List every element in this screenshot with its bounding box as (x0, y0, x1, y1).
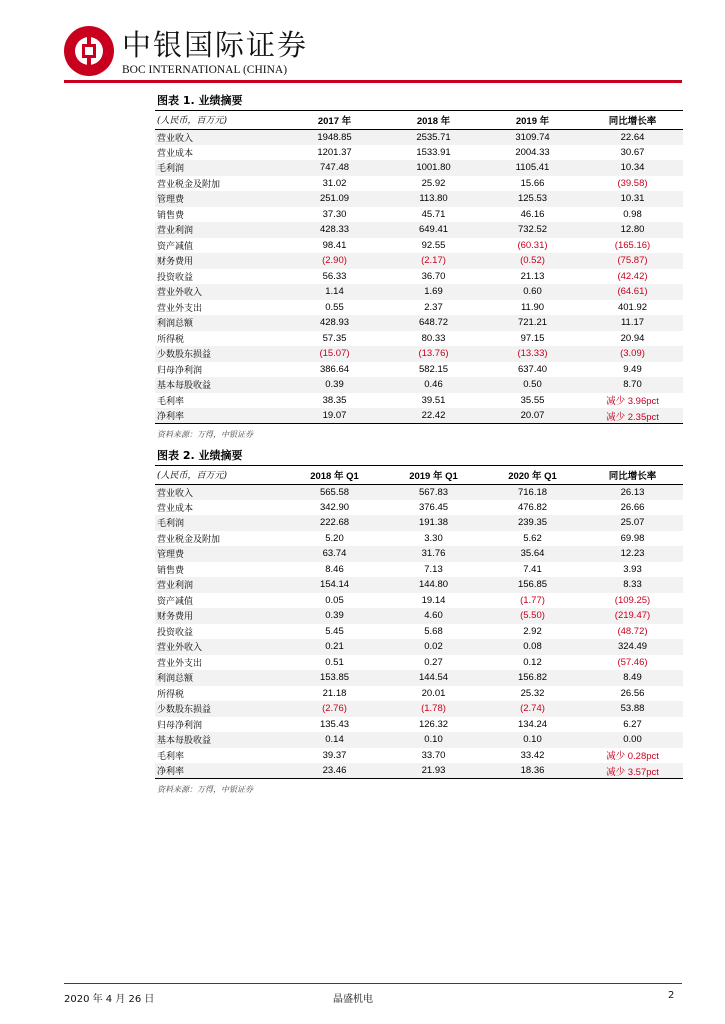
table-cell: (2.74) (483, 701, 582, 717)
table-row (155, 624, 683, 640)
row-label: 归母净利润 (157, 720, 203, 731)
table-cell: 35.64 (483, 546, 582, 562)
table-cell: 10.34 (582, 160, 683, 176)
table-row (155, 531, 683, 547)
row-label: 净利率 (155, 763, 285, 779)
table-cell: 减少 2.35pct (582, 408, 683, 424)
table-cell: 125.53 (483, 191, 582, 207)
row-label: 营业税金及附加 (157, 534, 221, 545)
table-cell: 135.43 (319, 718, 350, 730)
row-label: 营业收入 (155, 129, 285, 145)
table-cell: 342.90 (319, 501, 350, 513)
table-cell: 0.50 (483, 377, 582, 393)
figure-2 (155, 448, 683, 795)
summary-table (155, 111, 683, 424)
table-row (155, 176, 683, 192)
row-label: 营业成本 (157, 503, 194, 514)
row-label: 营业外收入 (155, 639, 285, 655)
row-label: 营业成本 (157, 148, 194, 159)
table-row (155, 160, 683, 176)
table-cell: 376.45 (418, 501, 449, 513)
table-cell: 1001.80 (384, 160, 483, 176)
table-cell: 156.85 (483, 577, 582, 593)
table-cell: 减少 3.57pct (582, 763, 683, 779)
table-cell: (57.46) (617, 656, 648, 668)
brand-name-cn: 中银国际证券 (122, 28, 309, 62)
table-cell: 0.39 (285, 608, 384, 624)
table-row (155, 129, 683, 145)
table-cell: 126.32 (418, 718, 449, 730)
table-cell: 21.13 (520, 270, 545, 282)
table-cell: 80.33 (421, 332, 446, 344)
column-header: 2018 年 Q1 (285, 466, 384, 484)
table-cell: (2.17) (384, 253, 483, 269)
column-header: 2018 年 (384, 111, 483, 129)
row-label: 基本每股收益 (155, 377, 285, 393)
table-cell: 38.35 (322, 394, 347, 406)
table-cell: 2004.33 (515, 146, 550, 158)
table-cell: 732.52 (483, 222, 582, 238)
table-row (155, 748, 683, 764)
table-cell: 0.98 (623, 208, 642, 220)
table-cell: 53.88 (582, 701, 683, 717)
table-cell: 12.23 (582, 546, 683, 562)
table-cell: 45.71 (421, 208, 446, 220)
table-cell: (219.47) (582, 608, 683, 624)
table-cell: 19.14 (421, 594, 446, 606)
table-cell: 57.35 (322, 332, 347, 344)
table-cell: 401.92 (617, 301, 648, 313)
table-cell: (109.25) (614, 594, 651, 606)
table-row (155, 577, 683, 593)
table-row (155, 732, 683, 748)
row-label: 投资收益 (157, 627, 194, 638)
table-cell: 0.60 (483, 284, 582, 300)
table-row (155, 593, 683, 609)
table-row (155, 284, 683, 300)
table-cell: 31.76 (384, 546, 483, 562)
table-row (155, 670, 683, 686)
table-cell: 18.36 (483, 763, 582, 779)
table-row (155, 253, 683, 269)
table-cell: (13.33) (483, 346, 582, 362)
table-cell: 9.49 (623, 363, 642, 375)
table-cell: 36.70 (421, 270, 446, 282)
table-row (155, 500, 683, 516)
table-cell: 1948.85 (285, 129, 384, 145)
row-label: 利润总额 (155, 670, 285, 686)
table-cell: 476.82 (517, 501, 548, 513)
table-cell: 26.66 (620, 501, 645, 513)
table-cell: 8.33 (582, 577, 683, 593)
table-row (155, 191, 683, 207)
table-cell: 0.02 (384, 639, 483, 655)
table-cell: 0.27 (424, 656, 443, 668)
table-cell: 7.41 (523, 563, 542, 575)
table-cell: 19.07 (285, 408, 384, 424)
row-label: 所得税 (157, 689, 185, 700)
table-row (155, 222, 683, 238)
table-cell: 0.00 (582, 732, 683, 748)
table-cell: 56.33 (322, 270, 347, 282)
source-note: 资料来源：万得，中银证券 (157, 785, 253, 794)
row-label: 所得税 (157, 334, 185, 345)
table-cell: 0.08 (483, 639, 582, 655)
column-header: 2020 年 Q1 (483, 466, 582, 484)
table-row (155, 300, 683, 316)
table-cell: 5.68 (424, 625, 443, 637)
table-cell: 582.15 (418, 363, 449, 375)
table-row (155, 717, 683, 733)
table-cell: 31.02 (322, 177, 347, 189)
row-label: 毛利率 (157, 396, 185, 407)
table-cell: 154.14 (285, 577, 384, 593)
table-cell: 1.14 (285, 284, 384, 300)
table-row (155, 701, 683, 717)
table-row (155, 315, 683, 331)
row-label: 营业税金及附加 (157, 179, 221, 190)
row-label: 管理费 (155, 546, 285, 562)
row-label: 销售费 (157, 565, 185, 576)
summary-table (155, 466, 683, 779)
table-cell: 26.13 (582, 484, 683, 500)
column-header: 同比增长率 (582, 466, 683, 484)
table-row (155, 408, 683, 424)
footer-company: 晶盛机电 (333, 994, 373, 1005)
table-cell: 386.64 (319, 363, 350, 375)
table-cell: 324.49 (582, 639, 683, 655)
table-cell: 15.66 (520, 177, 545, 189)
table-row (155, 377, 683, 393)
table-cell: (75.87) (582, 253, 683, 269)
row-label: 基本每股收益 (155, 732, 285, 748)
row-label: 营业外收入 (155, 284, 285, 300)
table-cell: 12.80 (582, 222, 683, 238)
table-cell: 0.10 (483, 732, 582, 748)
table-cell: 0.55 (325, 301, 344, 313)
table-cell: 567.83 (384, 484, 483, 500)
row-label: 利润总额 (155, 315, 285, 331)
table-cell: 37.30 (322, 208, 347, 220)
table-row (155, 331, 683, 347)
table-cell: 8.49 (582, 670, 683, 686)
table-cell: 3.30 (424, 532, 443, 544)
row-label: 投资收益 (157, 272, 194, 283)
row-label: 少数股东损益 (155, 346, 285, 362)
table-cell: 25.32 (520, 687, 545, 699)
table-cell: 11.17 (582, 315, 683, 331)
table-cell: 7.13 (424, 563, 443, 575)
table-cell: 239.35 (483, 515, 582, 531)
figure-1 (155, 93, 683, 440)
table-cell: (2.76) (285, 701, 384, 717)
table-cell: (60.31) (517, 239, 548, 251)
table-cell: 3.93 (623, 563, 642, 575)
row-label: 毛利润 (155, 160, 285, 176)
table-cell: 1.69 (384, 284, 483, 300)
table-cell: (165.16) (614, 239, 651, 251)
table-cell: 2535.71 (384, 129, 483, 145)
source-note: 资料来源：万得，中银证券 (157, 430, 253, 439)
table-row (155, 763, 683, 779)
table-cell: 2.37 (424, 301, 443, 313)
row-label: 营业利润 (155, 222, 285, 238)
table-row (155, 238, 683, 254)
table-cell: 30.67 (620, 146, 645, 158)
table-cell: 721.21 (483, 315, 582, 331)
table-cell: 减少 0.28pct (606, 751, 659, 763)
table-cell: (1.78) (384, 701, 483, 717)
table-cell: 716.18 (483, 484, 582, 500)
table-cell: 22.42 (384, 408, 483, 424)
table-cell: 10.31 (582, 191, 683, 207)
row-label: 资产减值 (157, 241, 194, 252)
table-cell: 98.41 (322, 239, 347, 251)
table-cell: 191.38 (384, 515, 483, 531)
header-row (155, 111, 683, 129)
row-label: 营业利润 (155, 577, 285, 593)
table-cell: 0.51 (325, 656, 344, 668)
table-cell: 减少 3.96pct (606, 396, 659, 408)
page-number: 2 (668, 990, 675, 1001)
unit-label: (人民币，百万元) (155, 111, 285, 129)
table-cell: (1.77) (520, 594, 545, 606)
row-label: 营业外支出 (157, 303, 203, 314)
table-cell: 747.48 (285, 160, 384, 176)
table-cell: 39.51 (421, 394, 446, 406)
table-row (155, 484, 683, 500)
table-row (155, 639, 683, 655)
row-label: 营业收入 (155, 484, 285, 500)
table-cell: 6.27 (623, 718, 642, 730)
header-row (155, 466, 683, 484)
table-row (155, 362, 683, 378)
table-cell: 0.39 (285, 377, 384, 393)
table-row (155, 346, 683, 362)
boc-logo (64, 26, 114, 76)
table-cell: 39.37 (322, 749, 347, 761)
table-cell: (0.52) (483, 253, 582, 269)
table-cell: 1533.91 (416, 146, 451, 158)
table-row (155, 207, 683, 223)
table-cell: 649.41 (384, 222, 483, 238)
row-label: 管理费 (155, 191, 285, 207)
table-cell: (42.42) (617, 270, 648, 282)
table-cell: 1105.41 (483, 160, 582, 176)
table-row (155, 686, 683, 702)
table-cell: (39.58) (617, 177, 648, 189)
table-row (155, 269, 683, 285)
table-cell: 8.70 (582, 377, 683, 393)
header-rule (64, 80, 682, 83)
row-label: 毛利润 (155, 515, 285, 531)
table-cell: 222.68 (285, 515, 384, 531)
row-label: 净利率 (155, 408, 285, 424)
table-cell: 22.64 (582, 129, 683, 145)
table-cell: (5.50) (483, 608, 582, 624)
table-cell: 25.92 (421, 177, 446, 189)
row-label: 销售费 (157, 210, 185, 221)
table-cell: 5.20 (325, 532, 344, 544)
table-cell: 0.12 (523, 656, 542, 668)
figure-title: 图表 1. 业绩摘要 (155, 93, 683, 111)
table-cell: 8.46 (325, 563, 344, 575)
row-label: 毛利率 (157, 751, 185, 762)
table-cell: 33.70 (421, 749, 446, 761)
row-label: 归母净利润 (157, 365, 203, 376)
column-header: 2019 年 (483, 111, 582, 129)
table-cell: (15.07) (285, 346, 384, 362)
footer-date: 2020 年 4 月 26 日 (64, 994, 155, 1005)
table-cell: 21.93 (384, 763, 483, 779)
table-cell: 2.92 (523, 625, 542, 637)
table-cell: 0.10 (384, 732, 483, 748)
column-header: 2019 年 Q1 (384, 466, 483, 484)
table-cell: 637.40 (517, 363, 548, 375)
table-cell: 153.85 (285, 670, 384, 686)
table-cell: 144.80 (384, 577, 483, 593)
table-cell: 35.55 (520, 394, 545, 406)
table-cell: 1201.37 (317, 146, 352, 158)
table-cell: 251.09 (285, 191, 384, 207)
table-cell: 156.82 (483, 670, 582, 686)
unit-label: (人民币，百万元) (155, 466, 285, 484)
figure-title: 图表 2. 业绩摘要 (155, 448, 683, 466)
table-cell: (48.72) (617, 625, 648, 637)
table-row (155, 562, 683, 578)
table-cell: 63.74 (285, 546, 384, 562)
table-cell: 20.94 (620, 332, 645, 344)
table-cell: 33.42 (520, 749, 545, 761)
table-cell: 97.15 (520, 332, 545, 344)
table-row (155, 145, 683, 161)
table-cell: (13.76) (384, 346, 483, 362)
table-cell: 565.58 (285, 484, 384, 500)
table-cell: 25.07 (582, 515, 683, 531)
table-cell: 3109.74 (483, 129, 582, 145)
table-cell: (64.61) (582, 284, 683, 300)
row-label: 财务费用 (155, 253, 285, 269)
table-cell: 134.24 (517, 718, 548, 730)
row-label: 资产减值 (157, 596, 194, 607)
table-row (155, 546, 683, 562)
footer-rule (64, 983, 682, 984)
table-cell: 20.07 (483, 408, 582, 424)
row-label: 财务费用 (155, 608, 285, 624)
table-row (155, 655, 683, 671)
table-cell: 26.56 (620, 687, 645, 699)
table-cell: 69.98 (620, 532, 645, 544)
table-cell: 0.14 (285, 732, 384, 748)
table-cell: 428.33 (285, 222, 384, 238)
table-cell: 11.90 (520, 301, 545, 313)
column-header: 同比增长率 (582, 111, 683, 129)
table-row (155, 608, 683, 624)
table-cell: 0.05 (325, 594, 344, 606)
table-cell: 23.46 (285, 763, 384, 779)
table-cell: 4.60 (384, 608, 483, 624)
table-cell: (2.90) (285, 253, 384, 269)
row-label: 营业外支出 (157, 658, 203, 669)
table-cell: 428.93 (285, 315, 384, 331)
table-cell: 92.55 (421, 239, 446, 251)
table-cell: 113.80 (384, 191, 483, 207)
table-cell: 5.45 (325, 625, 344, 637)
table-cell: 144.54 (384, 670, 483, 686)
table-cell: 20.01 (421, 687, 446, 699)
table-cell: 21.18 (322, 687, 347, 699)
row-label: 少数股东损益 (155, 701, 285, 717)
table-cell: 648.72 (384, 315, 483, 331)
table-row (155, 393, 683, 409)
brand-name-en: BOC INTERNATIONAL (CHINA) (122, 64, 288, 76)
table-row (155, 515, 683, 531)
table-cell: (3.09) (582, 346, 683, 362)
table-cell: 0.46 (384, 377, 483, 393)
table-cell: 46.16 (520, 208, 545, 220)
table-cell: 0.21 (285, 639, 384, 655)
table-cell: 5.62 (523, 532, 542, 544)
column-header: 2017 年 (285, 111, 384, 129)
